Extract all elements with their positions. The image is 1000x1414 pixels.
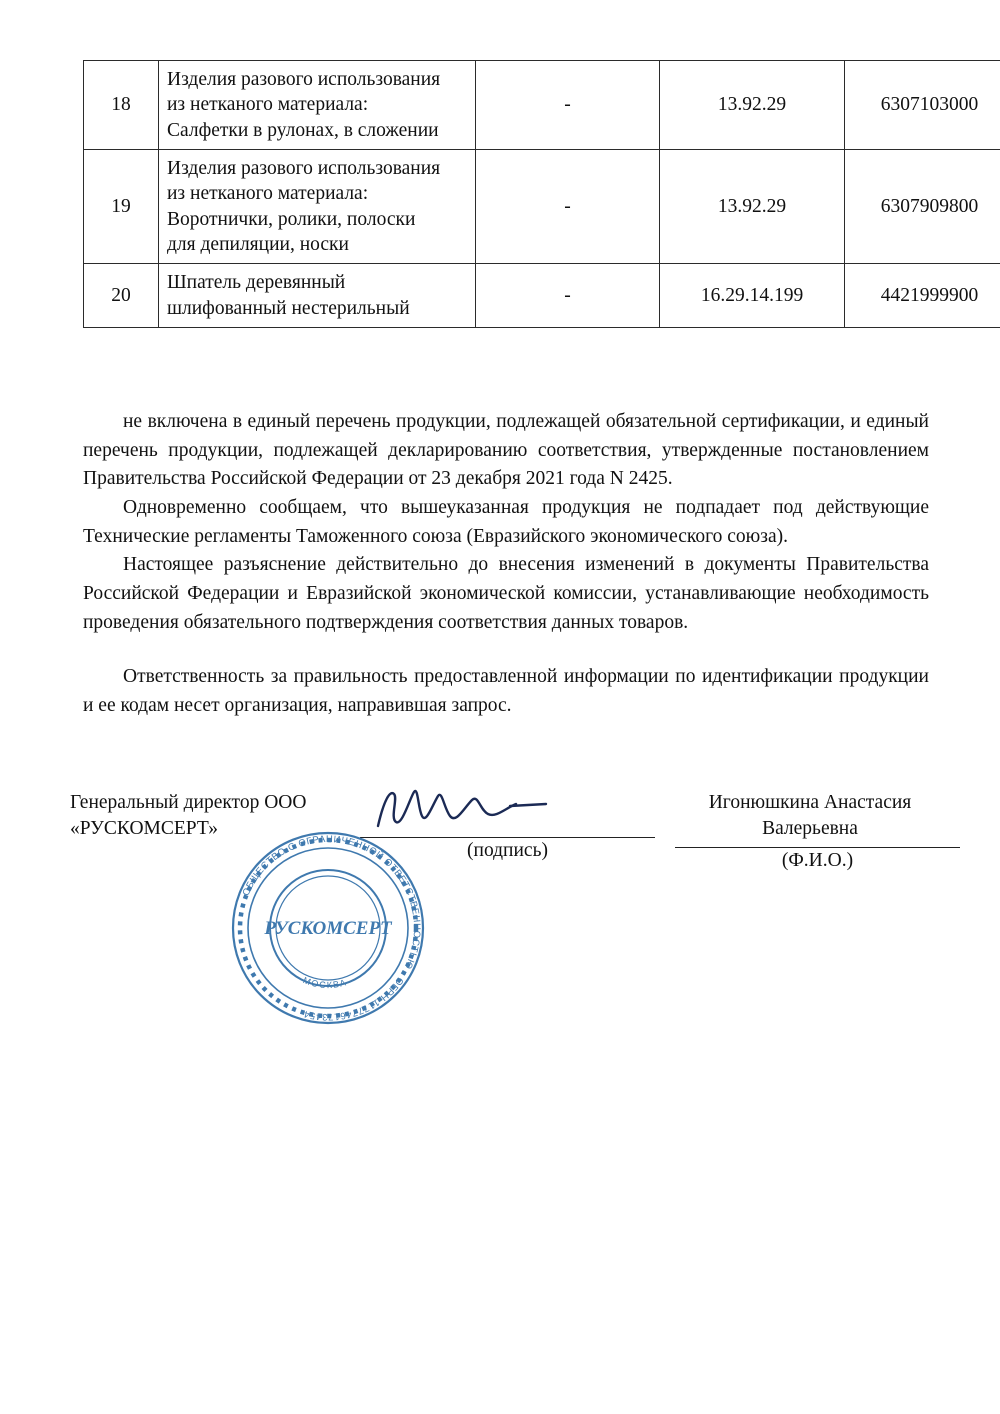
row-product-name bbox=[159, 61, 476, 150]
row-product-name-line: из нетканого материала: bbox=[167, 183, 369, 205]
svg-text:ОБЩЕСТВО С ОГРАНИЧЕННОЙ ОТВЕТС: ОБЩЕСТВО С ОГРАНИЧЕННОЙ ОТВЕТСТВЕННОСТЬЮ • ОГРН 1177746173454 bbox=[240, 833, 423, 1023]
row-okpd: 13.92.29 bbox=[660, 61, 845, 150]
row-product-name-line: Шпатель деревянный bbox=[167, 272, 346, 294]
signature-caption: (подпись) bbox=[467, 840, 548, 861]
row-tnved: 6307103000 bbox=[845, 61, 1000, 150]
name-rule bbox=[675, 847, 960, 848]
row-product-name-line: Изделия разового использования bbox=[167, 69, 441, 90]
paragraph-4: Ответственность за правильность предоставленной информации по идентификации продукции и ее кодам несет организация, направившая запрос. bbox=[83, 666, 929, 716]
row-product-name-line: Изделия разового использования bbox=[167, 158, 441, 180]
company-stamp-icon bbox=[222, 822, 434, 1034]
table-row bbox=[84, 61, 1000, 150]
signatory-name-line2: Валерьевна bbox=[762, 817, 858, 839]
signatory-name-line1: Игонюшкина Анастасия bbox=[708, 792, 912, 813]
row-product-name-line: из нетканого материала: bbox=[167, 94, 369, 116]
table-row bbox=[84, 150, 1000, 264]
row-product-name-line: Салфетки в рулонах, в сложении bbox=[167, 119, 439, 141]
body-text bbox=[83, 408, 929, 721]
row-mark: - bbox=[476, 264, 660, 328]
row-product-name bbox=[159, 150, 476, 264]
row-number: 20 bbox=[84, 264, 159, 328]
paragraph-1: не включена в единый перечень продукции, подлежащей обязательной сертификации, и единый перечень продукции, подлежащей декларированию соответствия, утвержденные постановлением Правительства Российской Федерации от 23 декабря 2021 года N 2425. bbox=[83, 411, 929, 490]
signature-block bbox=[70, 790, 950, 990]
row-product-name bbox=[159, 264, 476, 328]
signatory-name bbox=[670, 790, 950, 841]
row-number: 18 bbox=[84, 61, 159, 150]
row-tnved: 6307909800 bbox=[845, 150, 1000, 264]
row-mark: - bbox=[476, 61, 660, 150]
paragraph-2: Одновременно сообщаем, что вышеуказанная продукция не подпадает под действующие Технические регламенты Таможенного союза (Евразийского экономического союза). bbox=[83, 496, 929, 547]
row-product-name-line: шлифованный нестерильный bbox=[167, 297, 410, 319]
row-tnved: 4421999900 bbox=[845, 264, 1000, 328]
row-mark: - bbox=[476, 150, 660, 264]
product-table-wrapper bbox=[83, 60, 979, 328]
svg-text:РУСКОМСЕРТ: РУСКОМСЕРТ bbox=[264, 918, 392, 939]
svg-text:МОСКВА: МОСКВА bbox=[301, 974, 349, 991]
row-number: 19 bbox=[84, 150, 159, 264]
signatory-position-line1: Генеральный директор ООО bbox=[70, 792, 307, 813]
row-product-name-line: Воротнички, ролики, полоски bbox=[167, 208, 416, 230]
signatory-position-line2: «РУСКОМСЕРТ» bbox=[70, 817, 219, 839]
row-product-name-line: для депиляции, носки bbox=[167, 234, 349, 256]
table-row bbox=[84, 264, 1000, 328]
name-caption: (Ф.И.О.) bbox=[781, 850, 854, 871]
paragraph-3: Настоящее разъяснение действительно до внесения изменений в документы Правительства Российской Федерации и Евразийской экономической комиссии, устанавливающие необходимость проведения обязательного подтверждения соответствия данных товаров. bbox=[83, 554, 929, 633]
row-okpd: 13.92.29 bbox=[660, 150, 845, 264]
row-okpd: 16.29.14.199 bbox=[660, 264, 845, 328]
product-table bbox=[83, 60, 1000, 328]
